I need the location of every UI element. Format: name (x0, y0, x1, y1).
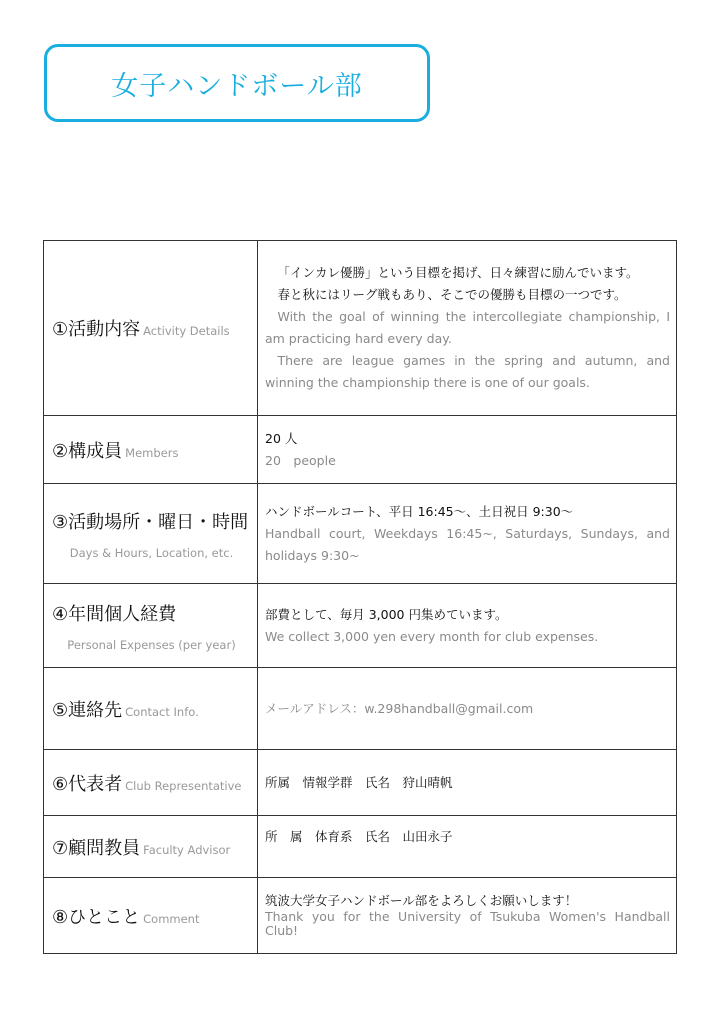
label-activity-en: Activity Details (143, 324, 230, 338)
table-row-expenses (44, 584, 677, 668)
comment-en: Thank you for the University of Tsukuba Women's Handball Club! (265, 908, 670, 938)
club-info-table (43, 240, 677, 954)
schedule-en: Handball court, Weekdays 16:45~, Saturdays, Sundays, and holidays 9:30~ (265, 525, 670, 563)
schedule-jp: ハンドボールコート、平日 16:45～、土日祝日 9:30～ (265, 503, 574, 519)
content-cell-contact (258, 668, 677, 750)
table-row-members (44, 416, 677, 484)
representative-value: 所属 情報学群 氏名 狩山晴帆 (265, 774, 453, 790)
advisor-value: 所 属 体育系 氏名 山田永子 (265, 829, 453, 844)
label-members: ②構成員 (52, 440, 123, 462)
content-cell-advisor (258, 816, 677, 878)
label-contact-en: Contact Info. (125, 704, 199, 719)
content-cell-comment (258, 878, 677, 954)
comment-jp: 筑波大学女子ハンドボール部をよろしくお願いします！ (265, 892, 578, 908)
label-comment: ⑧ひとこと (52, 906, 141, 928)
label-representative-en: Club Representative (125, 778, 242, 793)
table-row-activity (44, 241, 677, 416)
contact-email: メールアドレス：w.298handball@gmail.com (265, 700, 534, 716)
table-row-contact (44, 668, 677, 750)
activity-en-2: There are league games in the spring and autumn, and winning the championship there is one of our goals. (265, 353, 670, 390)
title-box (44, 44, 430, 122)
table-row-comment (44, 878, 677, 954)
label-contact: ⑤連絡先 (52, 699, 123, 721)
expenses-jp: 部費として、毎月 3,000 円集めています。 (265, 606, 508, 622)
table-row-schedule (44, 484, 677, 584)
page-title: 女子ハンドボール部 (111, 70, 363, 102)
expenses-en: We collect 3,000 yen every month for club expenses. (265, 628, 599, 644)
table-row-advisor (44, 816, 677, 878)
label-members-en: Members (125, 445, 179, 460)
label-cell-comment (44, 878, 258, 954)
label-cell-expenses (44, 584, 258, 668)
label-activity: ①活動内容 (52, 319, 141, 340)
label-representative: ⑥代表者 (52, 773, 123, 795)
label-cell-members (44, 416, 258, 484)
label-schedule: ③活動場所・曜日・時間 (52, 511, 249, 533)
label-cell-representative (44, 750, 258, 816)
label-cell-activity (44, 241, 258, 416)
activity-jp-2: 春と秋にはリーグ戦もあり、そこでの優勝も目標の一つです。 (277, 287, 627, 302)
label-cell-contact (44, 668, 258, 750)
label-schedule-en: Days & Hours, Location, etc. (69, 545, 234, 560)
label-expenses-en: Personal Expenses (per year) (67, 637, 236, 652)
members-en: 20 people (265, 452, 336, 468)
content-cell-activity (258, 241, 677, 416)
content-cell-representative (258, 750, 677, 816)
members-jp: 20 人 (265, 430, 298, 446)
label-cell-advisor (44, 816, 258, 878)
label-cell-schedule (44, 484, 258, 584)
label-comment-en: Comment (143, 911, 200, 926)
activity-jp-1: 「インカレ優勝」という目標を掲げ、日々練習に励んでいます。 (277, 265, 639, 280)
content-cell-schedule (258, 484, 677, 584)
label-expenses: ④年間個人経費 (52, 603, 177, 625)
content-cell-expenses (258, 584, 677, 668)
label-advisor-en: Faculty Advisor (143, 842, 231, 857)
activity-en-1: With the goal of winning the intercollegiate championship, I am practicing hard every day. (265, 309, 670, 346)
label-advisor: ⑦顧問教員 (52, 837, 141, 859)
content-cell-members (258, 416, 677, 484)
table-row-representative (44, 750, 677, 816)
